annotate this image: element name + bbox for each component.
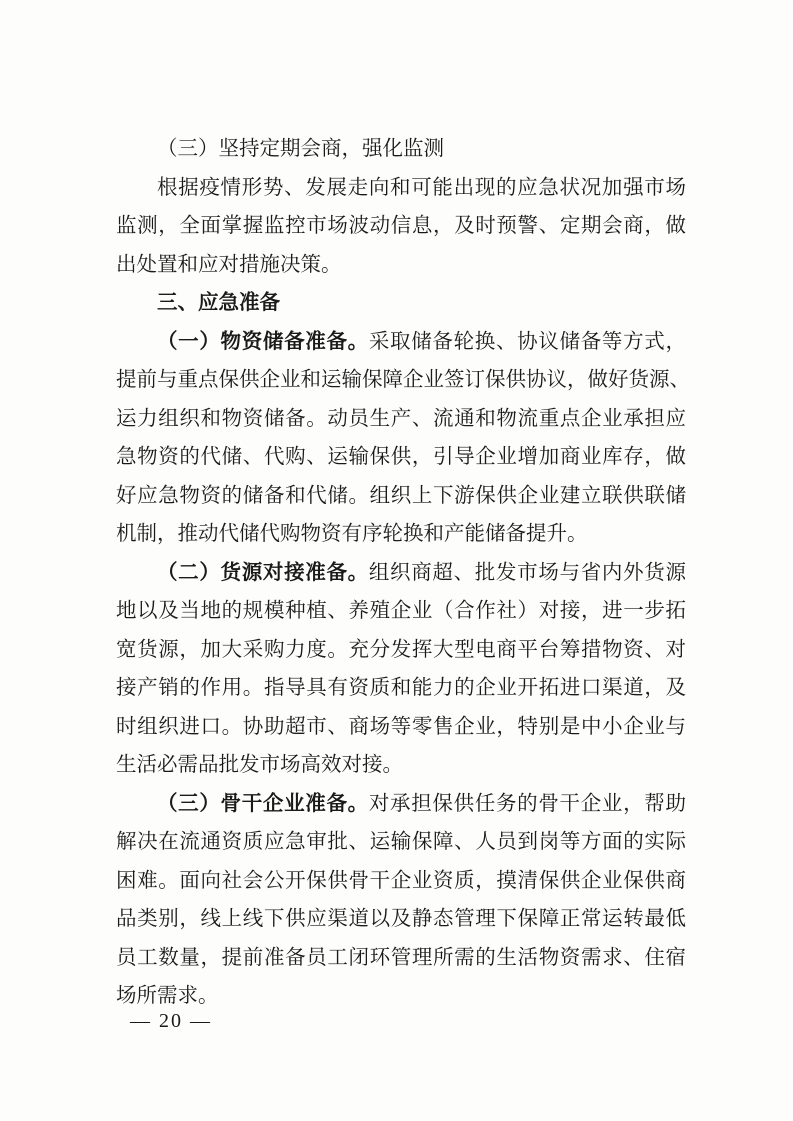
paragraph-text: 对承担保供任务的骨干企业，帮助 bbox=[368, 790, 686, 815]
document-body bbox=[116, 129, 690, 1015]
paragraph-line: 监测，全面掌握监控市场波动信息，及时预警、定期会商，做 bbox=[116, 213, 686, 237]
paragraph-line: 生活必需品批发市场高效对接。 bbox=[116, 752, 403, 776]
paragraph-text: 组织商超、批发市场与省内外货源 bbox=[368, 559, 686, 584]
paragraph-label: （一）物资储备准备。 bbox=[157, 328, 369, 353]
paragraph-text: 采取储备轮换、协议储备等方式， bbox=[368, 328, 686, 353]
paragraph-label: （二）货源对接准备。 bbox=[157, 559, 369, 584]
paragraph-line: 好应急物资的储备和代储。组织上下游保供企业建立联供联储 bbox=[116, 482, 686, 507]
paragraph-line: 地以及当地的规模种植、养殖企业（合作社）对接，进一步拓 bbox=[116, 598, 686, 622]
page-number: — 20 — bbox=[130, 1010, 212, 1032]
paragraph-line: 品类别，线上线下供应渠道以及静态管理下保障正常运转最低 bbox=[116, 906, 686, 930]
paragraph-line: 运力组织和物资储备。动员生产、流通和物流重点企业承担应 bbox=[116, 405, 686, 430]
paragraph-first-line bbox=[116, 784, 686, 823]
paragraph-line: 接产销的作用。指导具有资质和能力的企业开拓进口渠道，及 bbox=[116, 675, 686, 699]
paragraph-line: 员工数量，提前准备员工闭环管理所需的生活物资需求、住宿 bbox=[116, 944, 686, 969]
paragraph-first-line bbox=[116, 322, 686, 361]
paragraph-line: 宽货源，加大采购力度。充分发挥大型电商平台筹措物资、对 bbox=[116, 636, 686, 661]
paragraph-line: 困难。面向社会公开保供骨干企业资质，摸清保供企业保供商 bbox=[116, 867, 686, 892]
paragraph-line: 根据疫情形势、发展走向和可能出现的应急状况加强市场 bbox=[157, 174, 686, 199]
paragraph-line: 提前与重点保供企业和运输保障企业签订保供协议，做好货源、 bbox=[116, 367, 690, 391]
chapter-heading: 三、应急准备 bbox=[157, 290, 280, 314]
subsection-heading-monitoring: （三）坚持定期会商，强化监测 bbox=[157, 136, 444, 160]
paragraph-line: 急物资的代储、代购、运输保供，引导企业增加商业库存，做 bbox=[116, 444, 686, 468]
paragraph-first-line bbox=[116, 553, 686, 592]
paragraph-label: （三）骨干企业准备。 bbox=[157, 790, 369, 815]
paragraph-line: 场所需求。 bbox=[116, 983, 219, 1007]
paragraph-line: 机制，推动代储代购物资有序轮换和产能储备提升。 bbox=[116, 521, 588, 545]
paragraph-line: 出处置和应对措施决策。 bbox=[116, 251, 342, 276]
paragraph-line: 解决在流通资质应急审批、运输保障、人员到岗等方面的实际 bbox=[116, 829, 686, 853]
paragraph-line: 时组织进口。协助超市、商场等零售企业，特别是中小企业与 bbox=[116, 713, 686, 738]
